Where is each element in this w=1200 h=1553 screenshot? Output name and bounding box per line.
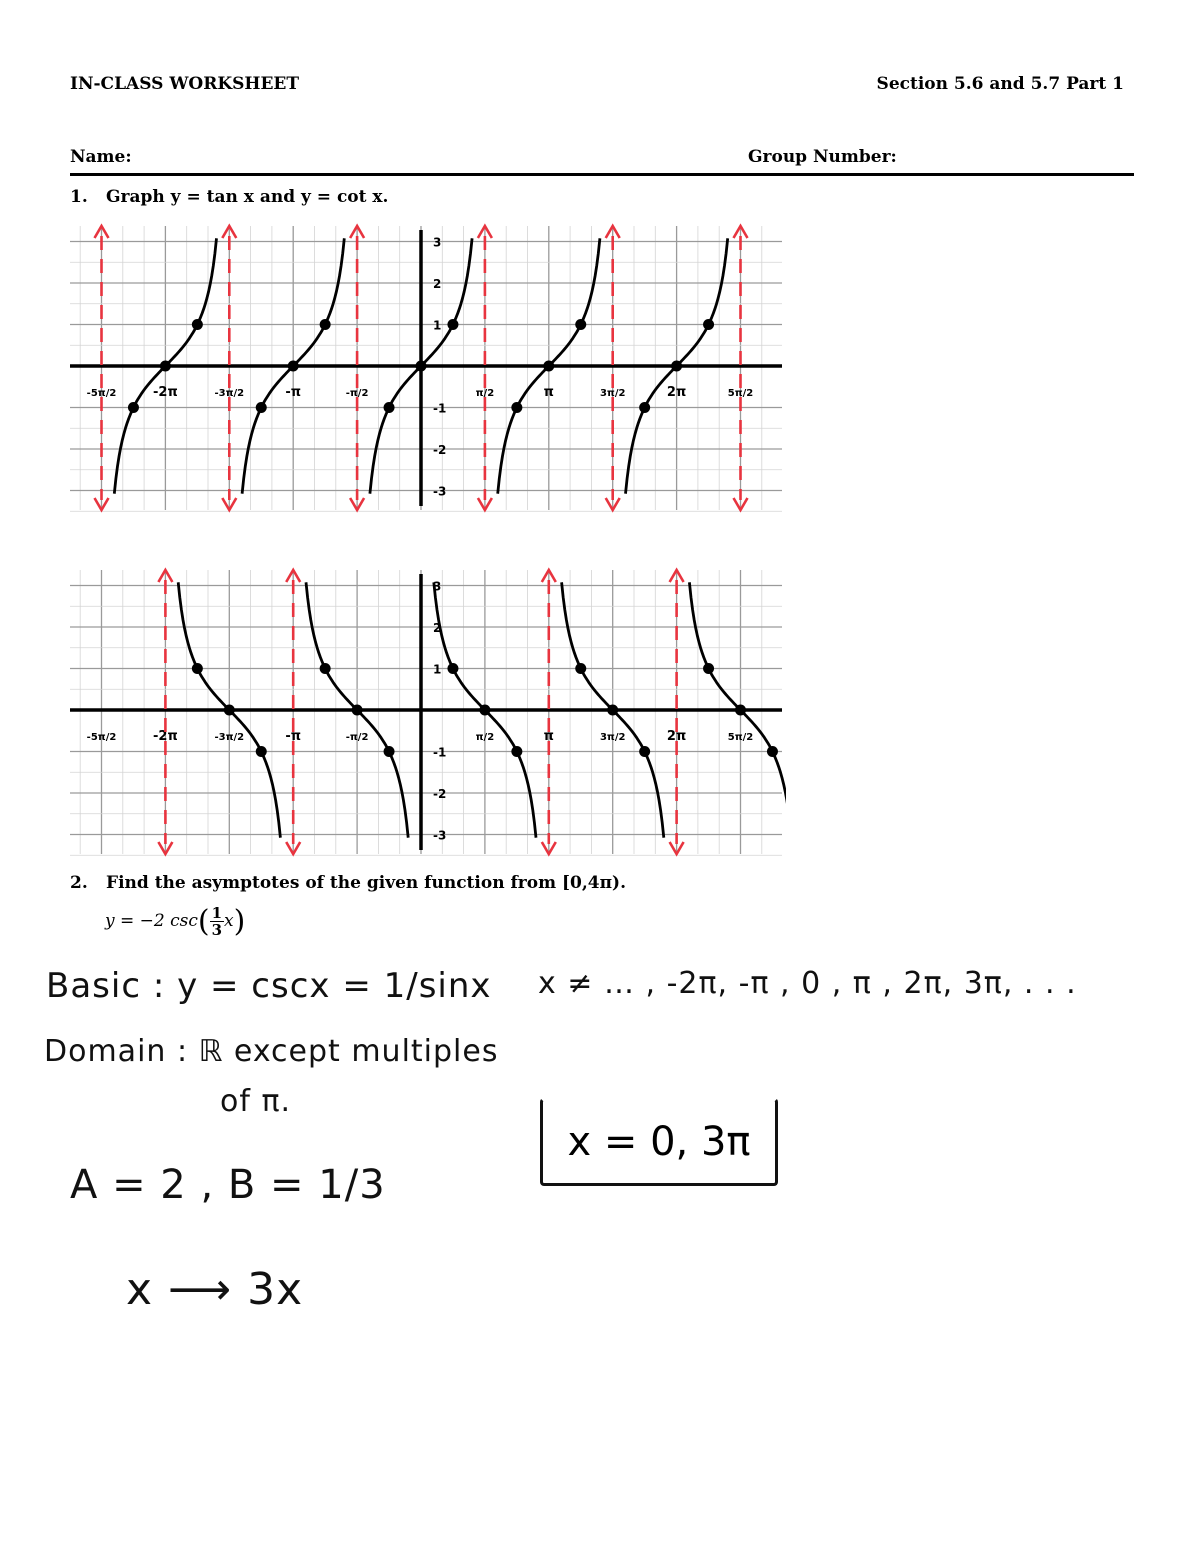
key-point — [256, 402, 267, 413]
x-tick-label: -2π — [153, 385, 178, 400]
question-2-formula — [105, 904, 245, 939]
handwritten-transform: x ⟶ 3x — [126, 1264, 304, 1315]
question-2-text: Find the asymptotes of the given function from [0,4π). — [106, 873, 627, 893]
left-paren: ( — [197, 904, 210, 939]
key-point — [479, 705, 490, 716]
y-tick-label: 1 — [433, 662, 442, 677]
name-row — [70, 147, 1134, 176]
question-1-text: Graph y = tan x and y = cot x. — [106, 187, 389, 207]
x-tick-label: π — [543, 729, 554, 744]
x-tick-label: -π — [285, 729, 302, 744]
key-point — [607, 705, 618, 716]
x-tick-label: π — [543, 385, 554, 400]
formula-prefix: y = −2 csc — [105, 911, 198, 931]
right-paren: ) — [233, 904, 246, 939]
formula-var: x — [224, 911, 234, 931]
x-tick-label: -5π/2 — [86, 388, 117, 399]
y-tick-label: 2 — [433, 277, 442, 291]
question-1-number: 1. — [70, 187, 88, 207]
handwritten-excluded-values: x ≠ … , -2π, -π , 0 , π , 2π, 3π, . . . — [538, 966, 1077, 1001]
y-tick-label: 3 — [433, 579, 442, 594]
x-tick-label: π/2 — [475, 732, 495, 743]
key-point — [639, 402, 650, 413]
x-tick-label: 5π/2 — [727, 388, 754, 399]
key-point — [160, 361, 171, 372]
x-tick-label: -3π/2 — [214, 388, 245, 399]
group-number-label: Group Number: — [748, 147, 897, 167]
key-point — [384, 402, 395, 413]
y-tick-label: -1 — [433, 401, 447, 416]
key-point — [575, 319, 586, 330]
key-point — [511, 402, 522, 413]
handwritten-a-b: A = 2 , B = 1/3 — [70, 1162, 386, 1208]
key-point — [416, 361, 427, 372]
y-tick-label: 2 — [433, 621, 442, 635]
handwritten-domain-cont: of π. — [220, 1084, 292, 1119]
x-tick-label: -π/2 — [345, 388, 369, 399]
worksheet-title: IN-CLASS WORKSHEET — [70, 74, 300, 94]
cot-graph — [66, 566, 786, 858]
question-2-number: 2. — [70, 873, 88, 893]
key-point — [671, 361, 682, 372]
x-tick-label: 2π — [666, 385, 687, 400]
y-tick-label: -2 — [433, 443, 447, 457]
key-point — [447, 319, 458, 330]
tan-graph — [66, 222, 786, 514]
y-tick-label: 1 — [433, 318, 442, 333]
key-point — [352, 705, 363, 716]
key-point — [735, 705, 746, 716]
key-point — [447, 663, 458, 674]
key-point — [767, 746, 778, 757]
handwritten-domain: Domain : ℝ except multiples — [44, 1034, 499, 1069]
x-tick-label: 2π — [666, 729, 687, 744]
key-point — [224, 705, 235, 716]
x-tick-label: -2π — [153, 729, 178, 744]
x-tick-label: -3π/2 — [214, 732, 245, 743]
key-point — [128, 402, 139, 413]
x-tick-label: 3π/2 — [599, 388, 626, 399]
y-tick-label: -1 — [433, 745, 447, 760]
y-tick-label: -3 — [433, 484, 447, 499]
key-point — [639, 746, 650, 757]
key-point — [511, 746, 522, 757]
key-point — [384, 746, 395, 757]
x-tick-label: 5π/2 — [727, 732, 754, 743]
question-2 — [70, 873, 626, 893]
handwritten-basic: Basic : y = cscx = 1/sinx — [46, 966, 492, 1006]
frac-denominator: 3 — [211, 921, 223, 939]
y-tick-label: -3 — [433, 828, 447, 843]
answer-text: x = 0, 3π — [567, 1119, 751, 1165]
key-point — [320, 319, 331, 330]
name-label: Name: — [70, 147, 132, 167]
y-tick-label: -2 — [433, 787, 447, 801]
key-point — [543, 361, 554, 372]
x-tick-label: -5π/2 — [86, 732, 117, 743]
one-third-fraction — [210, 905, 224, 938]
key-point — [256, 746, 267, 757]
key-point — [575, 663, 586, 674]
x-tick-label: -π — [285, 385, 302, 400]
y-tick-label: 3 — [433, 235, 442, 250]
key-point — [288, 361, 299, 372]
frac-numerator: 1 — [211, 904, 223, 922]
answer-box — [540, 1098, 778, 1186]
question-1 — [70, 187, 388, 207]
key-point — [320, 663, 331, 674]
section-title: Section 5.6 and 5.7 Part 1 — [876, 74, 1124, 94]
key-point — [192, 663, 203, 674]
key-point — [703, 663, 714, 674]
key-point — [703, 319, 714, 330]
x-tick-label: π/2 — [475, 388, 495, 399]
x-tick-label: -π/2 — [345, 732, 369, 743]
key-point — [192, 319, 203, 330]
x-tick-label: 3π/2 — [599, 732, 626, 743]
